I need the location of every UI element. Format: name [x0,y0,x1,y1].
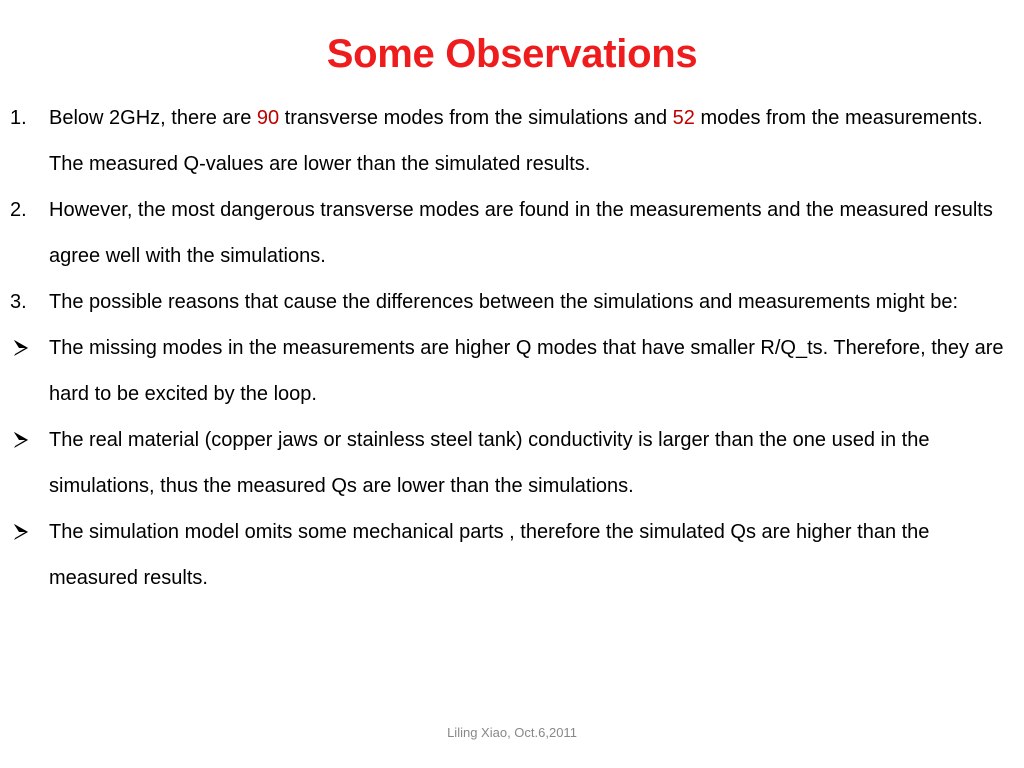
list-number: 1. [10,107,27,129]
list-item-text: The possible reasons that cause the differences between the simulations and measurements might be: [49,291,959,313]
list-item [10,417,1010,509]
list-item-text: The missing modes in the measurements are higher Q modes that have smaller R/Q_ts. Therefore, they are hard to be excited by the loop. [49,337,1004,405]
list-item [10,509,1010,601]
list-item-text: The real material (copper jaws or stainless steel tank) conductivity is larger than the one used in the simulations, thus the measured Qs are lower than the simulations. [49,429,930,497]
list-item [10,187,1010,279]
simulated-mode-count: 90 [256,107,280,129]
footer-credit: Liling Xiao, Oct.6,2011 [447,725,577,740]
observation-list [10,95,1010,601]
slide-title: Some Observations [326,32,698,76]
arrow-bullet-icon [12,523,30,541]
list-item-text: transverse modes from the simulations and [279,107,673,129]
list-item [10,325,1010,417]
list-item-text: The simulation model omits some mechanical parts , therefore the simulated Qs are higher than the measured results. [49,521,930,589]
list-item [10,95,1010,187]
arrow-bullet-icon [12,339,30,357]
list-item-text: modes from the measurements. The measured Q-values are lower than the simulated results. [49,107,983,175]
list-item-text: Below 2GHz, there are [49,107,257,129]
list-item-text: However, the most dangerous transverse modes are found in the measurements and the measured results agree well with the simulations. [49,199,993,267]
list-number: 3. [10,291,27,313]
measured-mode-count: 52 [672,107,695,129]
arrow-bullet-icon [12,431,30,449]
list-number: 2. [10,199,27,221]
list-item [10,279,1010,325]
